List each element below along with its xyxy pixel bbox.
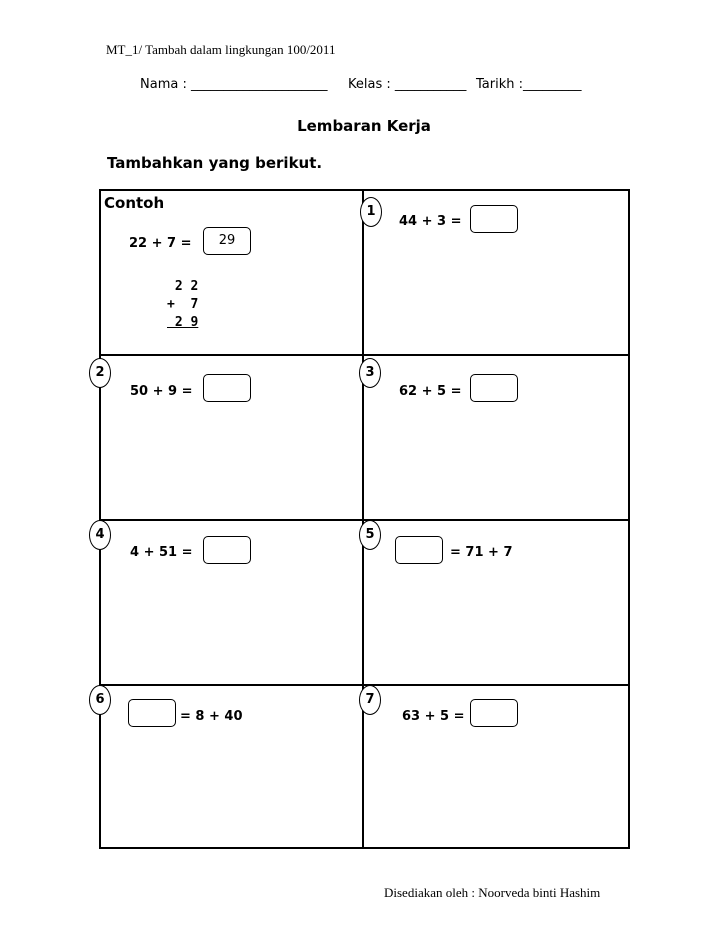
footer-credit: Disediakan oleh : Noorveda binti Hashim [384, 885, 601, 900]
question-number-3: 3 [359, 358, 381, 388]
question-number-2: 2 [89, 358, 111, 388]
question-6-equation: = 8 + 40 [180, 709, 243, 724]
page-title: Lembaran Kerja [297, 117, 431, 135]
example-column-line-2: + 7 [167, 297, 199, 312]
question-1-equation: 44 + 3 = [399, 214, 462, 229]
instruction: Tambahkan yang berikut. [107, 154, 323, 172]
question-2-answer-box[interactable] [203, 374, 251, 402]
example-answer-box: 29 [203, 227, 251, 255]
example-equation: 22 + 7 = [129, 236, 192, 251]
question-number-6: 6 [89, 685, 111, 715]
grid-divider-row-1 [99, 354, 630, 356]
question-number-4: 4 [89, 520, 111, 550]
example-column-line-1: 2 2 [167, 279, 199, 294]
example-label: Contoh [104, 194, 165, 212]
question-number-1: 1 [360, 197, 382, 227]
class-field: Kelas : ___________ [348, 77, 467, 92]
name-field: Nama : _____________________ [140, 77, 328, 92]
question-3-answer-box[interactable] [470, 374, 518, 402]
question-5-answer-box[interactable] [395, 536, 443, 564]
question-number-5: 5 [359, 520, 381, 550]
question-5-equation: = 71 + 7 [450, 545, 513, 560]
worksheet-code: MT_1/ Tambah dalam lingkungan 100/2011 [106, 42, 336, 57]
question-1-answer-box[interactable] [470, 205, 518, 233]
question-4-equation: 4 + 51 = [130, 545, 193, 560]
question-4-answer-box[interactable] [203, 536, 251, 564]
question-number-7: 7 [359, 685, 381, 715]
question-2-equation: 50 + 9 = [130, 384, 193, 399]
question-7-equation: 63 + 5 = [402, 709, 465, 724]
example-column-result: 2 9 [167, 315, 199, 330]
date-field: Tarikh :_________ [476, 77, 582, 92]
question-7-answer-box[interactable] [470, 699, 518, 727]
question-6-answer-box[interactable] [128, 699, 176, 727]
question-3-equation: 62 + 5 = [399, 384, 462, 399]
